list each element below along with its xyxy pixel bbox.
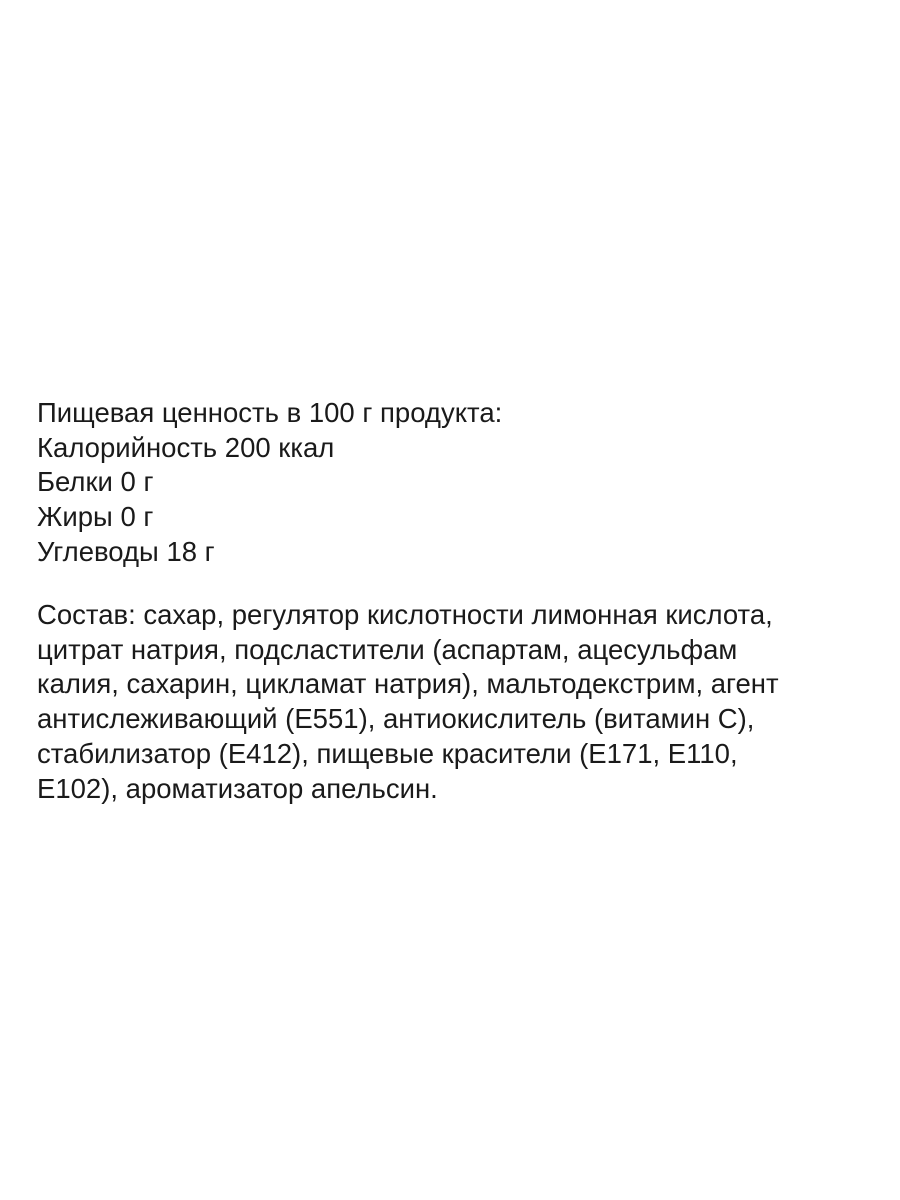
protein-line: Белки 0 г	[37, 466, 154, 498]
composition-line: стабилизатор (Е412), пищевые красители (Е171, Е110,	[37, 737, 738, 769]
composition-line: калия, сахарин, цикламат натрия), мальтодекстрим, агент	[37, 668, 779, 700]
nutrition-facts	[37, 396, 877, 570]
composition-line: Е102), ароматизатор апельсин.	[37, 772, 438, 804]
nutrition-heading: Пищевая ценность в 100 г продукта:	[37, 397, 503, 428]
composition-line: антислеживающий (Е551), антиокислитель (витамин С),	[37, 703, 755, 735]
composition-line: цитрат натрия, подсластители (аспартам, ацесульфам	[37, 633, 738, 665]
composition-text	[37, 598, 877, 806]
fat-line: Жиры 0 г	[37, 501, 154, 533]
calories-line: Калорийность 200 ккал	[37, 431, 335, 463]
carbs-line: Углеводы 18 г	[37, 535, 215, 567]
composition-line: Состав: сахар, регулятор кислотности лимонная кислота,	[37, 599, 773, 630]
